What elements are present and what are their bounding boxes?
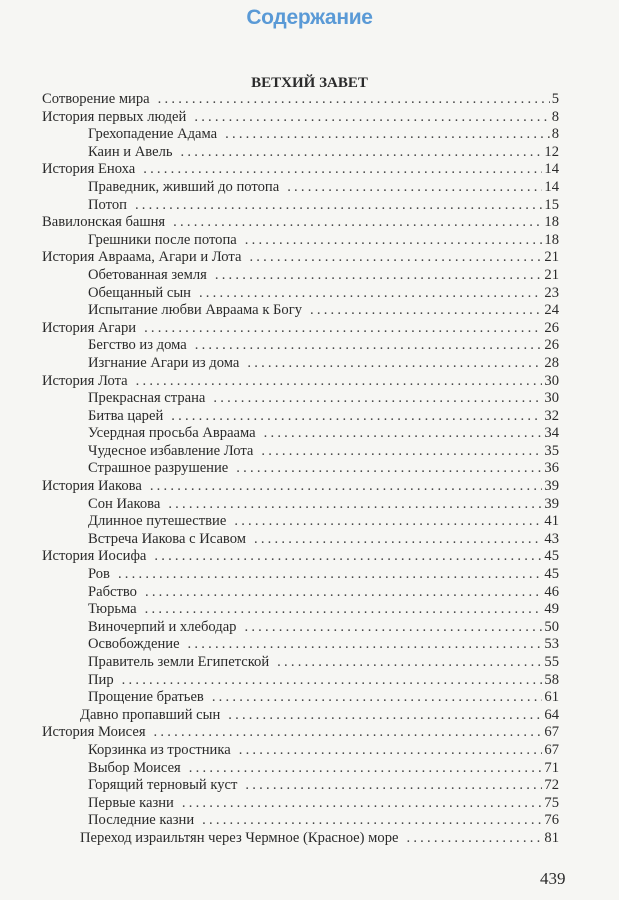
toc-entry-title: Встреча Иакова с Исавом [88,530,246,547]
dot-leader [171,408,542,426]
toc-entry-page: 14 [544,161,559,178]
toc-entry-page: 71 [544,759,559,776]
dot-leader [287,179,542,197]
toc-entry-page: 23 [544,284,559,301]
toc-entry-page: 75 [544,794,559,811]
toc-entry-title: История Моисея [42,724,146,741]
toc-entry-page: 67 [544,724,559,741]
toc-entry-page: 30 [544,372,559,389]
toc-entry-page: 58 [544,671,559,688]
section-heading: ВЕТХИЙ ЗАВЕТ [251,75,368,91]
dot-leader [118,566,542,584]
dot-leader [228,707,542,725]
toc-entry [42,478,559,496]
dot-leader [244,619,542,637]
toc-entry-title: Грешники после потопа [88,231,237,248]
toc-entry [42,689,559,707]
toc-entry-page: 76 [544,812,559,829]
toc-entry-page: 18 [544,214,559,231]
toc-entry [42,760,559,778]
toc-entry [42,214,559,232]
toc-entry-title: Прекрасная страна [88,390,206,407]
toc-entry [42,285,559,303]
toc-entry-title: История Агари [42,319,137,336]
toc-entry-title: Ров [88,566,110,583]
dot-leader [199,285,542,303]
dot-leader [194,109,549,127]
toc-entry [42,601,559,619]
toc-entry-page: 35 [544,442,559,459]
dot-leader [406,830,542,848]
dot-leader [225,126,550,144]
toc-entry [42,777,559,795]
toc-entry-title: Правитель земли Египетской [88,654,270,670]
toc-entry-page: 21 [544,266,559,283]
toc-entry-title: Сотворение мира [42,91,150,107]
dot-leader [310,302,542,320]
toc-entry [42,337,559,355]
dot-leader [143,161,542,179]
dot-leader [249,249,542,267]
toc-entry [42,373,559,391]
dot-leader [150,478,543,496]
toc-entry-page: 32 [544,407,559,424]
toc-entry [42,830,559,848]
dot-leader [189,760,543,778]
toc-entry-page: 72 [544,777,559,794]
toc-entry-page: 8 [551,108,559,125]
dot-leader [215,267,543,285]
dot-leader [254,531,542,549]
toc-entry-title: Прощение братьев [88,689,204,706]
dot-leader [236,460,542,478]
dot-leader [245,777,542,795]
toc-entry [42,320,559,338]
dot-leader [264,425,543,443]
toc-entry-page: 24 [544,302,559,319]
toc-entry-page: 43 [544,530,559,547]
dot-leader [158,91,550,109]
dot-leader [195,337,543,355]
toc-entry [42,425,559,443]
toc-entry-page: 39 [544,478,559,495]
toc-entry-page: 49 [544,601,559,618]
toc-entry-page: 26 [544,319,559,336]
toc-entry-page: 28 [544,354,559,371]
dot-leader [145,601,543,619]
toc-entry-page: 26 [544,337,559,354]
toc-entry-page: 18 [544,231,559,248]
dot-leader [154,724,543,742]
toc-entry-page: 53 [544,636,559,653]
toc-entry-title: Усердная просьба Авраама [88,425,256,442]
toc-entry [42,232,559,250]
toc-entry-page: 61 [544,689,559,706]
toc-entry-title: Испытание любви Авраама к Богу [88,302,303,319]
toc-entry [42,513,559,531]
toc-entry [42,109,559,127]
toc-entry [42,619,559,637]
toc-entry-title: Освобождение [88,636,180,653]
dot-leader [277,654,542,672]
toc-entry-page: 45 [544,548,559,565]
toc-entry-page: 5 [551,91,559,107]
toc-entry-title: История Иакова [42,478,142,495]
toc-entry [42,707,559,725]
toc-entry [42,496,559,514]
dot-leader [122,672,543,690]
toc-entry-page: 12 [544,143,559,160]
toc-entry-title: Страшное разрушение [88,460,229,477]
toc-entry [42,672,559,690]
toc-entry-page: 14 [544,178,559,195]
toc-entry-page: 30 [544,390,559,407]
dot-leader [136,373,543,391]
dot-leader [239,742,543,760]
toc-entry-title: История Лота [42,372,128,389]
dot-leader [261,443,542,461]
toc-entry-page: 39 [544,495,559,512]
toc-entry-title: Виночерпий и хлебодар [88,618,237,635]
toc-entry-title: Каин и Авель [88,143,173,160]
table-of-contents [42,91,559,848]
toc-entry [42,584,559,602]
toc-entry-title: Вавилонская башня [42,214,166,231]
dot-leader [145,584,542,602]
toc-entry-title: История первых людей [42,108,187,125]
toc-entry [42,179,559,197]
page-number: 439 [540,869,566,888]
toc-entry [42,126,559,144]
dot-leader [181,144,543,162]
toc-entry [42,144,559,162]
toc-entry [42,654,559,672]
toc-entry-page: 55 [544,654,559,670]
toc-entry [42,460,559,478]
toc-entry-title: История Авраама, Агари и Лота [42,249,242,266]
dot-leader [245,232,543,250]
toc-entry-title: Выбор Моисея [88,759,181,776]
dot-leader [144,320,542,338]
toc-entry-title: Грехопадение Адама [88,126,218,143]
dot-leader [173,214,542,232]
toc-entry-title: Обещанный сын [88,284,191,301]
toc-entry [42,355,559,373]
toc-entry [42,408,559,426]
toc-entry [42,724,559,742]
toc-entry-title: Пир [88,671,114,688]
toc-entry [42,302,559,320]
toc-entry-page: 46 [544,583,559,600]
toc-entry [42,795,559,813]
toc-entry-title: Чудесное избавление Лота [88,442,254,459]
dot-leader [168,496,542,514]
toc-entry-title: Переход израильтян через Чермное (Красное) море [80,829,399,846]
toc-entry-page: 15 [544,196,559,213]
dot-leader [182,795,543,813]
dot-leader [188,636,543,654]
toc-entry-title: Праведник, живший до потопа [88,178,280,195]
toc-entry-page: 8 [551,126,559,143]
toc-entry-page: 34 [544,425,559,442]
dot-leader [212,689,543,707]
toc-entry-page: 41 [544,513,559,530]
toc-entry-page: 81 [544,829,559,846]
toc-entry-title: Бегство из дома [88,337,187,354]
toc-entry-page: 64 [544,706,559,723]
toc-entry-title: Потоп [88,196,127,213]
toc-entry [42,197,559,215]
toc-entry-title: Горящий терновый куст [88,777,238,794]
toc-entry [42,161,559,179]
page-title: Содержание [246,6,373,29]
toc-entry [42,566,559,584]
toc-entry-title: Тюрьма [88,601,137,618]
toc-entry-page: 67 [544,741,559,758]
dot-leader [154,548,542,566]
toc-entry [42,548,559,566]
dot-leader [213,390,542,408]
toc-entry [42,91,559,109]
toc-entry-title: Первые казни [88,794,174,811]
toc-entry [42,812,559,830]
toc-entry [42,636,559,654]
toc-entry-title: Изгнание Агари из дома [88,354,240,371]
toc-entry-page: 50 [544,618,559,635]
toc-entry-title: Обетованная земля [88,266,207,283]
toc-entry-title: Длинное путешествие [88,513,227,530]
toc-entry-title: Битва царей [88,407,164,424]
toc-entry-title: Корзинка из тростника [88,741,231,758]
dot-leader [234,513,542,531]
toc-entry [42,249,559,267]
toc-entry-title: История Еноха [42,161,136,178]
toc-entry-page: 45 [544,566,559,583]
toc-entry-title: Сон Иакова [88,495,161,512]
dot-leader [202,812,542,830]
dot-leader [247,355,542,373]
toc-entry [42,742,559,760]
toc-entry [42,390,559,408]
toc-entry-page: 21 [544,249,559,266]
toc-entry-title: Рабство [88,583,137,600]
toc-entry [42,531,559,549]
dot-leader [135,197,542,215]
toc-entry-title: История Иосифа [42,548,147,565]
toc-entry-title: Последние казни [88,812,195,829]
toc-entry-title: Давно пропавший сын [80,706,221,723]
toc-entry [42,267,559,285]
toc-entry-page: 36 [544,460,559,477]
toc-entry [42,443,559,461]
